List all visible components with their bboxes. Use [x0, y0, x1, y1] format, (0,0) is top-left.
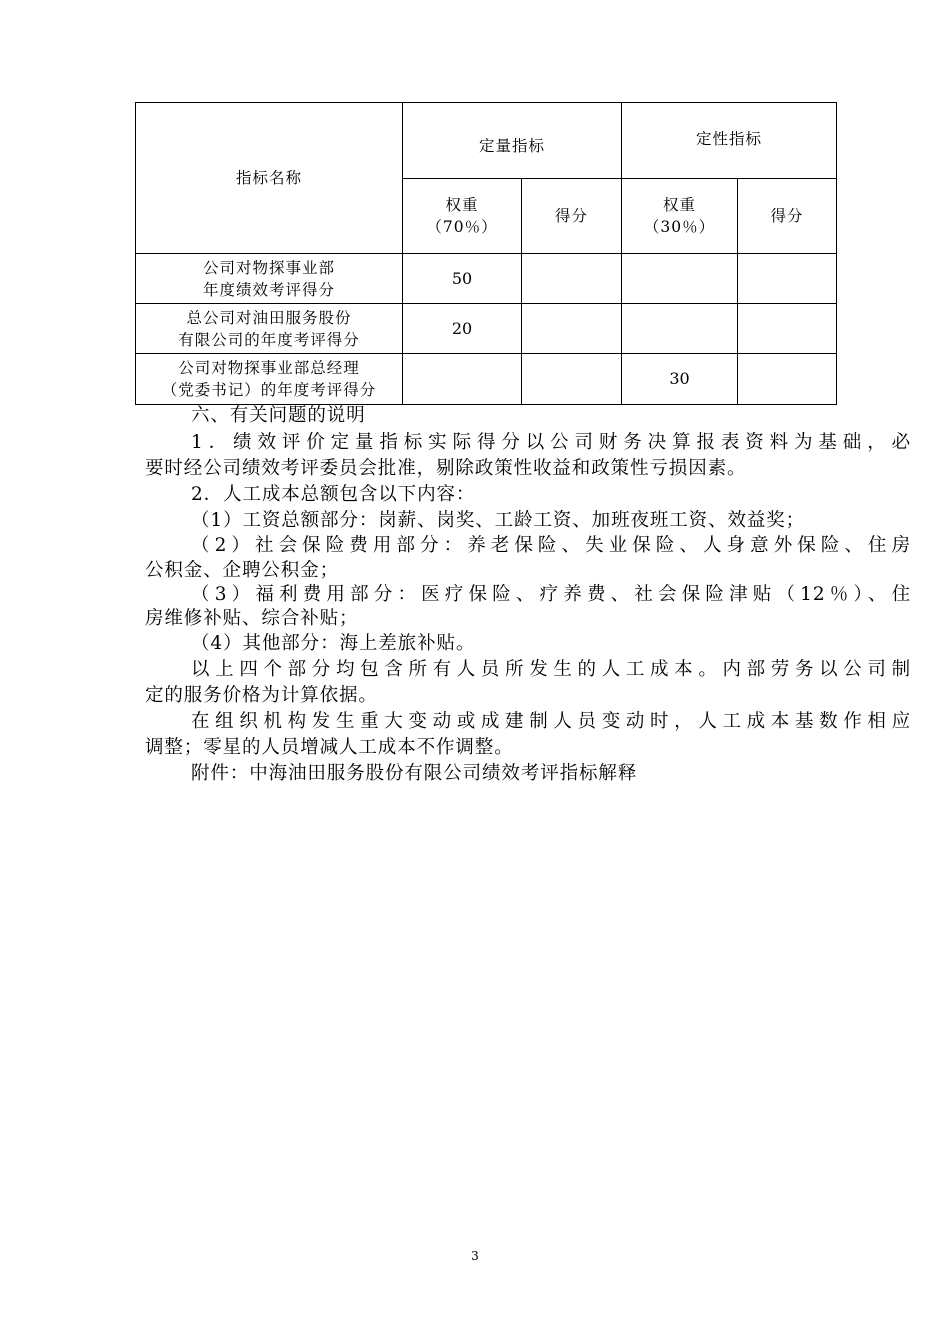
header-quant-weight — [403, 179, 522, 254]
weight-quant-pct: （70％） — [426, 218, 498, 236]
note-para1-line2: 定的服务价格为计算依据。 — [145, 685, 378, 706]
note-para2-line2: 调整；零星的人员增减人工成本不作调整。 — [145, 737, 514, 758]
row-name — [136, 354, 403, 405]
note-sub1: （1）工资总额部分：岗薪、岗奖、工龄工资、加班夜班工资、效益奖； — [191, 510, 806, 531]
table-row — [136, 254, 837, 304]
qual-weight-cell — [622, 304, 738, 354]
row-name — [136, 254, 403, 304]
header-indicator-name: 指标名称 — [136, 103, 403, 254]
row-name-line: 公司对物探事业部总经理 — [178, 359, 360, 377]
note-sub4: （4）其他部分：海上差旅补贴。 — [191, 633, 476, 654]
row-name-line: 年度绩效考评得分 — [202, 280, 335, 299]
table-row — [136, 354, 837, 405]
header-qual-score: 得分 — [738, 179, 837, 254]
note-attachment: 附件：中海油田服务股份有限公司绩效考评指标解释 — [191, 763, 638, 784]
note-item2: 2．人工成本总额包含以下内容： — [191, 484, 476, 505]
quant-weight-cell: 20 — [403, 304, 522, 354]
table-row — [136, 304, 837, 354]
weight-label: 权重 — [445, 196, 479, 214]
note-item1-line1: 1．绩效评价定量指标实际得分以公司财务决算报表资料为基础，必 — [191, 432, 911, 453]
note-sub2-line2: 公积金、企聘公积金； — [145, 560, 340, 581]
row-name-line: 有限公司的年度考评得分 — [178, 330, 360, 349]
quant-score-cell — [522, 354, 622, 405]
quant-weight-cell — [403, 354, 522, 405]
qual-score-cell — [738, 304, 837, 354]
note-sub2-line1: （2）社会保险费用部分：养老保险、失业保险、人身意外保险、住房 — [191, 535, 911, 556]
note-sub3-line2: 房维修补贴、综合补贴； — [145, 608, 359, 629]
row-name-line: （党委书记）的年度考评得分 — [161, 381, 377, 399]
quant-weight-cell: 50 — [403, 254, 522, 304]
qual-weight-cell — [622, 254, 738, 304]
header-quant-score: 得分 — [522, 179, 622, 254]
weight-label: 权重 — [663, 196, 697, 214]
header-qualitative: 定性指标 — [622, 103, 837, 179]
qual-weight-cell: 30 — [622, 354, 738, 405]
qual-score-cell — [738, 254, 837, 304]
row-name — [136, 304, 403, 354]
quant-score-cell — [522, 304, 622, 354]
note-para1-line1: 以上四个部分均包含所有人员所发生的人工成本。内部劳务以公司制 — [191, 659, 911, 680]
page-number: 3 — [471, 1249, 479, 1263]
header-qual-weight — [622, 179, 738, 254]
quant-score-cell — [522, 254, 622, 304]
note-sub3-line1: （3）福利费用部分：医疗保险、疗养费、社会保险津贴（12％）、住 — [191, 584, 911, 605]
row-name-line: 公司对物探事业部 — [202, 258, 335, 277]
weight-qual-pct: （30％） — [643, 218, 716, 236]
header-quantitative: 定量指标 — [403, 103, 622, 179]
note-para2-line1: 在组织机构发生重大变动或成建制人员变动时，人工成本基数作相应 — [191, 711, 911, 732]
row-name-line: 总公司对油田服务股份 — [186, 308, 352, 327]
score-table — [135, 102, 837, 405]
note-item1-line2: 要时经公司绩效考评委员会批准，剔除政策性收益和政策性亏损因素。 — [145, 458, 747, 479]
section-title: 六、有关问题的说明 — [191, 405, 366, 426]
qual-score-cell — [738, 354, 837, 405]
